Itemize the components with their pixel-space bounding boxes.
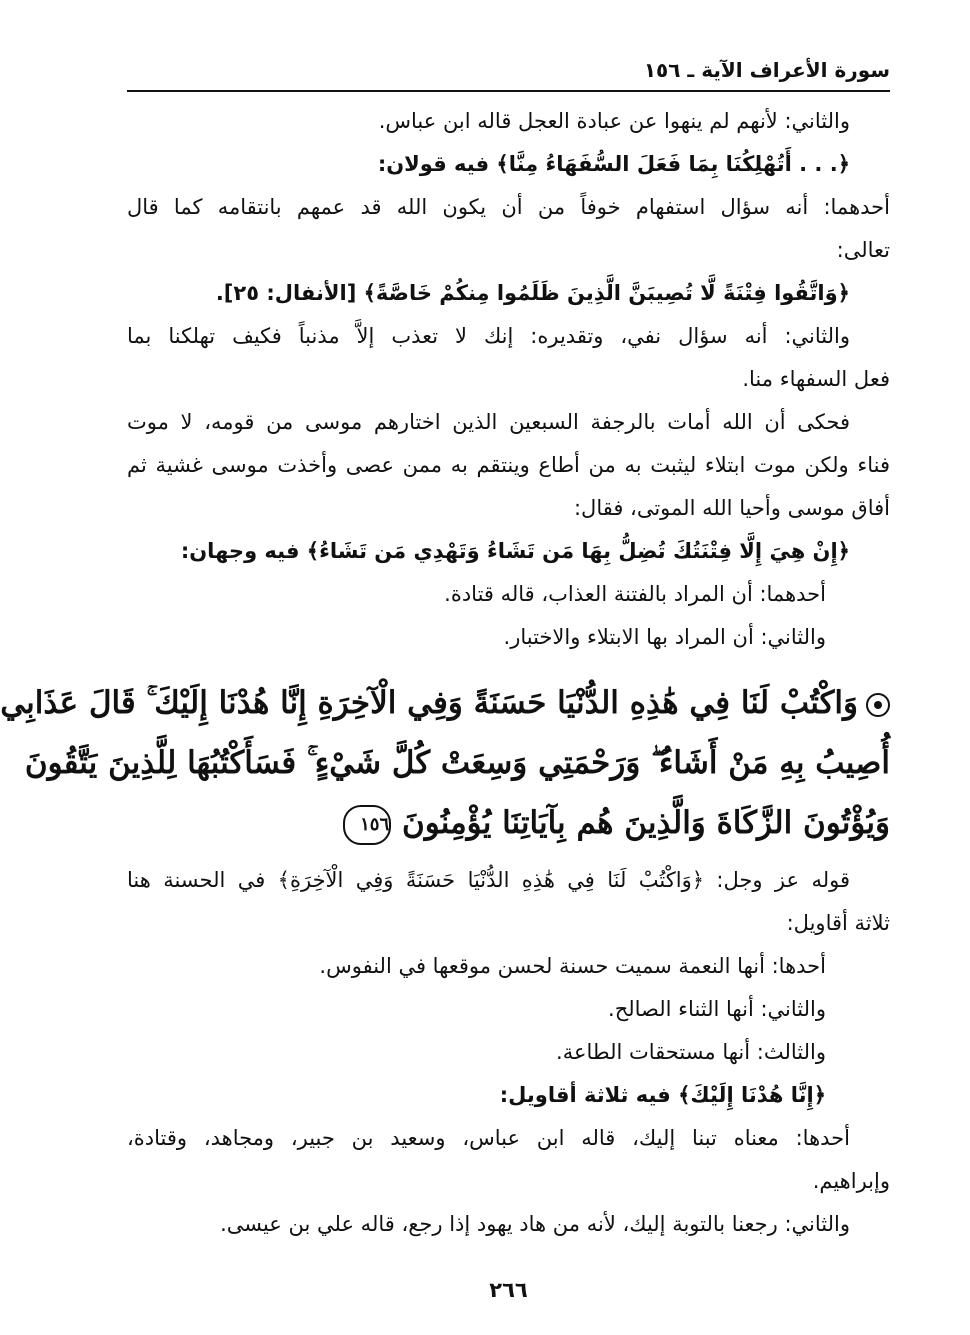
text-line: وإبراهيم.	[812, 1169, 890, 1193]
quran-verse-block	[0, 673, 890, 853]
text-line: والثاني: أنها الثناء الصالح.	[608, 997, 826, 1021]
ayah-number-marker: ١٥٦	[343, 805, 391, 845]
verse-start-ornament-icon	[866, 693, 890, 717]
text-line: ثلاثة أقاويل:	[786, 911, 890, 935]
text-line: والثاني: أنه سؤال نفي، وتقديره: إنك لا تعذب إلاَّ مذنباً فكيف تهلكنا بما	[127, 324, 850, 348]
text-line: والثاني: رجعنا بالتوبة إليك، لأنه من هاد يهود إذا رجع، قاله علي بن عيسى.	[220, 1212, 850, 1236]
text-line: تعالى:	[836, 238, 890, 262]
text-line: أحدها: معناه تبنا إليك، قاله ابن عباس، وسعيد بن جبير، ومجاهد، وقتادة،	[127, 1126, 850, 1150]
header-title: سورة الأعراف الآية ـ ١٥٦	[643, 58, 890, 82]
verse-line-2: أُصِيبُ بِهِ مَنْ أَشَاءُ ۖ وَرَحْمَتِي وَسِعَتْ كُلَّ شَيْءٍ ۚ فَسَأَكْتُبُهَا لِلَّذِينَ يَتَّقُونَ	[24, 745, 890, 781]
text-line: أحدها: أنها النعمة سميت حسنة لحسن موقعها في النفوس.	[319, 954, 826, 978]
verse-line-1	[0, 673, 890, 733]
verse-text: وَاكْتُبْ لَنَا فِي هَٰذِهِ الدُّنْيَا حَسَنَةً وَفِي الْآخِرَةِ إِنَّا هُدْنَا إِلَيْكَ ۚ قَالَ عَذَابِي	[0, 685, 858, 721]
verse-line-3	[127, 793, 890, 853]
text-line: والثالث: أنها مستحقات الطاعة.	[556, 1040, 826, 1064]
text-line: أحدهما: أنه سؤال استفهام خوفاً من أن يكون الله قد عمهم بانتقامه كما قال	[127, 195, 890, 219]
quran-quote-line: ﴿وَاتَّقُوا فِتْنَةً لَّا تُصِيبَنَّ الَّذِينَ ظَلَمُوا مِنكُمْ خَاصَّةً﴾ [الأنفال: ٢٥].	[215, 281, 850, 305]
page-number: ٢٦٦	[489, 1278, 528, 1302]
text-line: قوله عز وجل: ﴿وَاكْتُبْ لَنَا فِي هَٰذِهِ الدُّنْيَا حَسَنَةً وَفِي الْآخِرَةِ﴾ في الحسنة هنا	[127, 868, 850, 892]
quran-quote-line: ﴿إِنْ هِيَ إِلَّا فِتْنَتُكَ تُضِلُّ بِهَا مَن تَشَاءُ وَتَهْدِي مَن تَشَاءُ﴾ فيه وجهان:	[180, 539, 850, 563]
running-header	[127, 50, 890, 92]
text-line: فعل السفهاء منا.	[742, 367, 890, 391]
text-line: والثاني: لأنهم لم ينهوا عن عبادة العجل قاله ابن عباس.	[378, 109, 850, 133]
verse-text: وَيُؤْتُونَ الزَّكَاةَ وَالَّذِينَ هُم بِآيَاتِنَا يُؤْمِنُونَ	[401, 805, 890, 841]
text-line: أفاق موسى وأحيا الله الموتى، فقال:	[573, 496, 890, 520]
quran-quote-line: ﴿. . . أَتُهْلِكُنَا بِمَا فَعَلَ السُّفَهَاءُ مِنَّا﴾ فيه قولان:	[377, 152, 850, 176]
quran-quote-line: ﴿إِنَّا هُدْنَا إِلَيْكَ﴾ فيه ثلاثة أقاويل:	[499, 1083, 826, 1107]
page-body	[0, 100, 890, 1246]
text-line: والثاني: أن المراد بها الابتلاء والاختبار.	[503, 625, 826, 649]
text-line: فناء ولكن موت ابتلاء ليثبت به من أطاع وينتقم به ممن عصى وأخذت موسى غشية ثم	[127, 453, 890, 477]
text-line: فحكى أن الله أمات بالرجفة السبعين الذين اختارهم موسى من قومه، لا موت	[127, 410, 850, 434]
text-line: أحدهما: أن المراد بالفتنة العذاب، قاله قتادة.	[444, 582, 826, 606]
